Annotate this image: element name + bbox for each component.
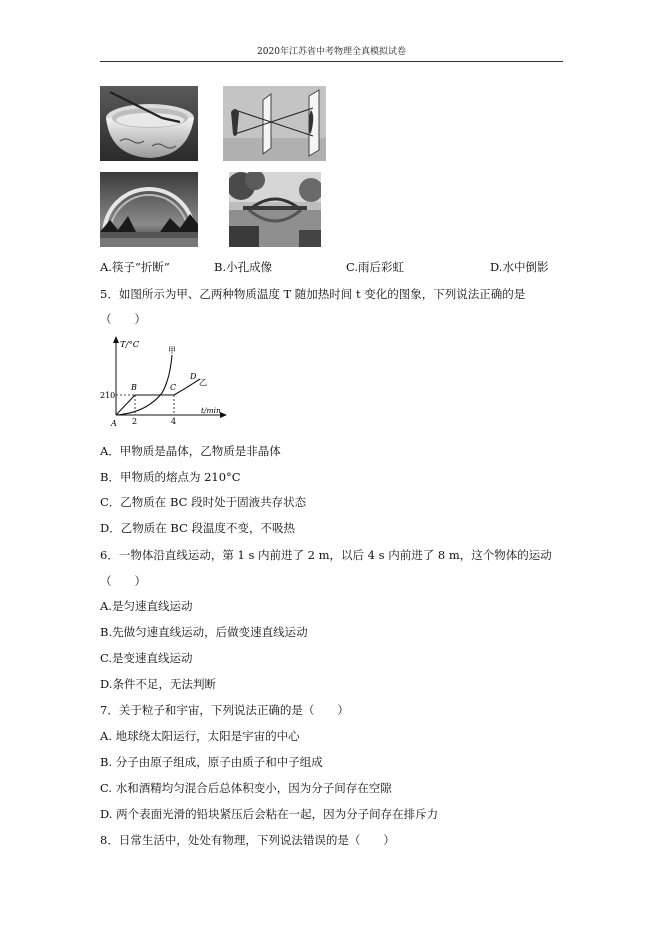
q5-option-a: A．甲物质是晶体，乙物质是非晶体 xyxy=(100,444,281,458)
point-d-label: D xyxy=(190,372,197,381)
x-axis-arrow xyxy=(220,412,227,418)
q6-option-b: B.先做匀速直线运动，后做变速直线运动 xyxy=(100,625,308,639)
q7-stem: 7．关于粒子和宇宙，下列说法正确的是（ ） xyxy=(100,703,349,717)
x-tick-4: 4 xyxy=(171,417,177,426)
rainbow-photo xyxy=(100,172,198,247)
q7-option-b: B. 分子由原子组成，原子由质子和中子组成 xyxy=(100,755,323,769)
q5-option-d: D．乙物质在 BC 段温度不变，不吸热 xyxy=(100,521,295,535)
q4-option-a: A.筷子“折断” xyxy=(100,260,170,274)
header-divider xyxy=(100,61,563,62)
curve-yi-label: 乙 xyxy=(199,378,207,387)
q6-option-d: D.条件不足，无法判断 xyxy=(100,677,216,691)
q4-option-c: C.雨后彩虹 xyxy=(346,260,405,274)
curve-yi-rise xyxy=(174,379,200,395)
bridge-reflection-photo xyxy=(229,172,321,247)
y-axis-arrow xyxy=(113,336,119,343)
q5-stem: 5．如图所示为甲、乙两种物质温度 T 随加热时间 t 变化的图象，下列说法正确的是 xyxy=(100,287,526,301)
q7-option-a: A. 地球绕太阳运行，太阳是宇宙的中心 xyxy=(100,729,300,743)
q6-stem: 6．一物体沿直线运动，第 1 s 内前进了 2 m，以后 4 s 内前进了 8 m，这个物体的运动 xyxy=(100,548,552,562)
point-b-label: B xyxy=(131,383,137,392)
page-header: 2020年江苏省中考物理全真模拟试卷 xyxy=(257,47,406,57)
y-axis-label: T/°C xyxy=(120,340,140,350)
q5-answer-paren: （ ） xyxy=(100,312,146,326)
q4-option-b: B.小孔成像 xyxy=(214,260,273,274)
q6-option-a: A.是匀速直线运动 xyxy=(100,599,193,613)
x-axis-label: t/min xyxy=(201,406,221,415)
q5-option-b: B．甲物质的熔点为 210°C xyxy=(100,470,241,484)
curve-yi xyxy=(116,395,174,415)
y-tick-210: 210 xyxy=(100,391,116,400)
q6-answer-paren: （ ） xyxy=(100,574,146,588)
q8-stem: 8．日常生活中，处处有物理，下列说法错误的是（ ） xyxy=(100,833,395,847)
q4-option-d: D.水中倒影 xyxy=(490,260,549,274)
q7-option-d: D. 两个表面光滑的铅块紧压后会粘在一起，因为分子间存在排斥力 xyxy=(100,807,439,821)
x-tick-2: 2 xyxy=(132,417,138,426)
q5-option-c: C．乙物质在 BC 段时处于固液共存状态 xyxy=(100,495,307,509)
point-a-label: A xyxy=(111,419,117,428)
temperature-time-graph xyxy=(100,335,230,430)
pinhole-camera-diagram xyxy=(223,86,326,161)
curve-jia-label: 甲 xyxy=(168,346,176,355)
q6-option-c: C.是变速直线运动 xyxy=(100,651,193,665)
point-c-label: C xyxy=(170,383,177,392)
chopsticks-bowl-photo xyxy=(100,86,198,161)
q7-option-c: C. 水和酒精均匀混合后总体积变小，因为分子间存在空隙 xyxy=(100,781,392,795)
